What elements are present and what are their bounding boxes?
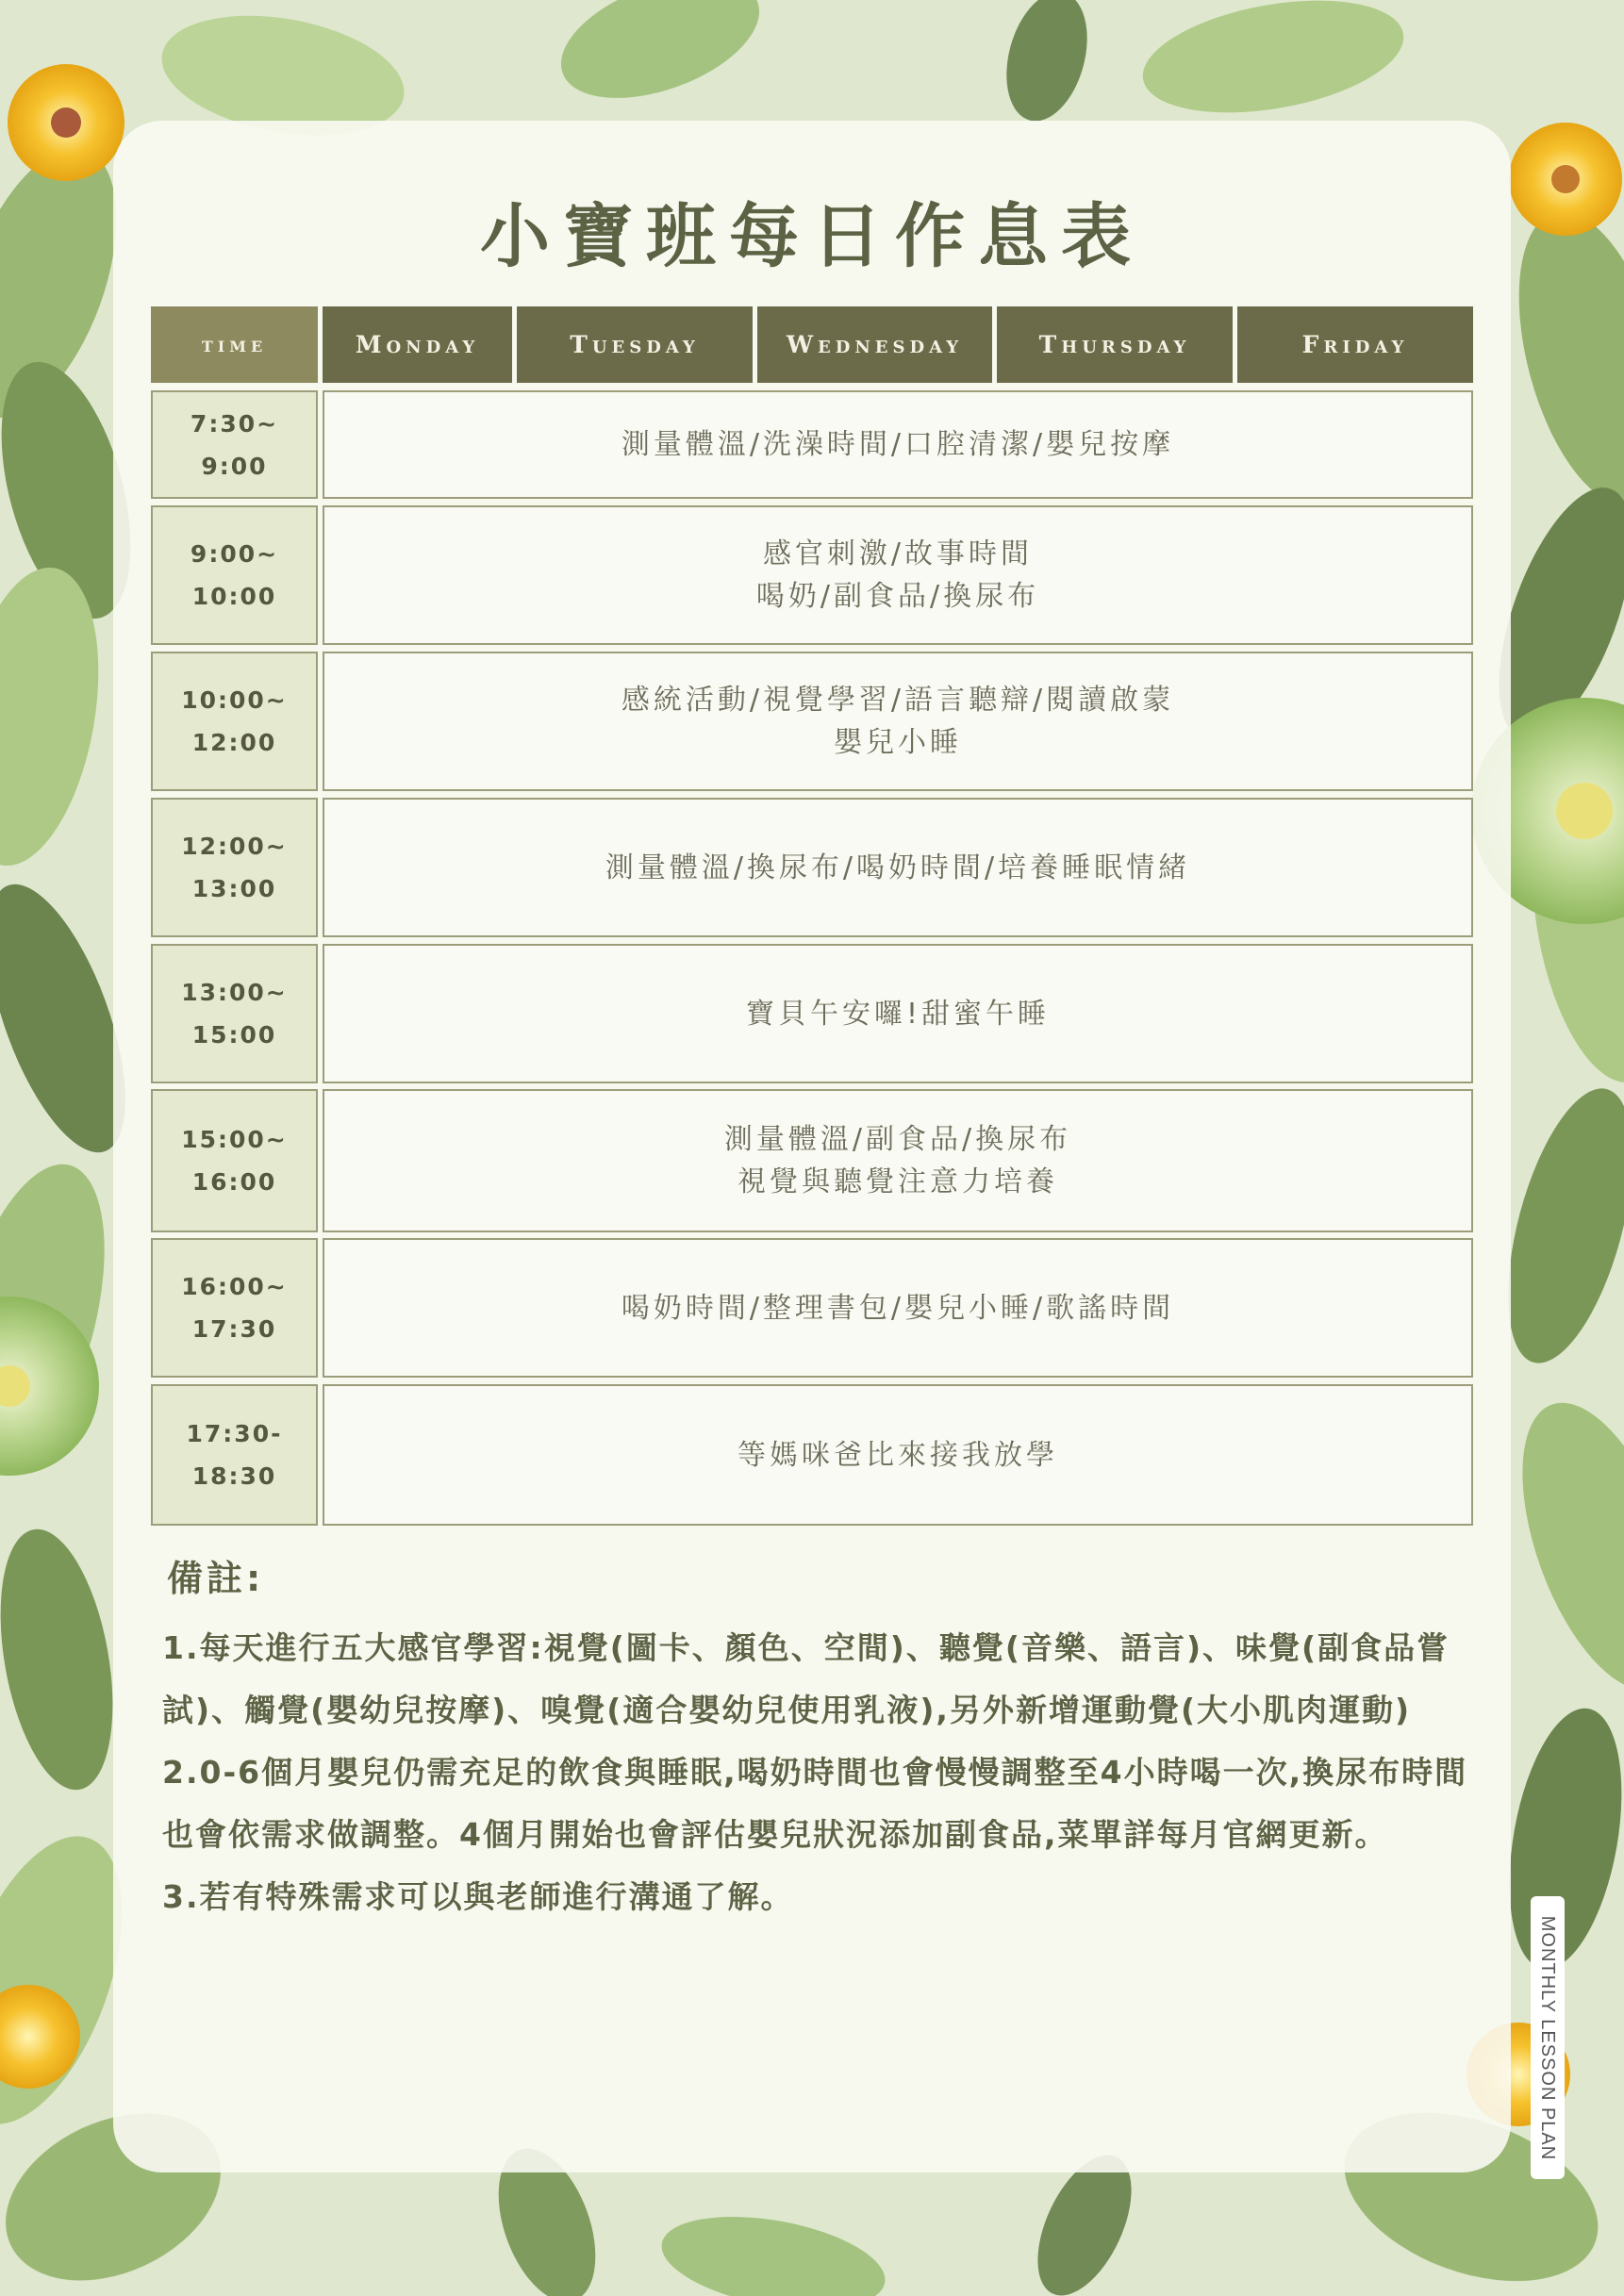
time-cell: 15:00~ 16:00 bbox=[151, 1089, 318, 1232]
activity-cell: 測量體溫/副食品/換尿布 視覺與聽覺注意力培養 bbox=[323, 1089, 1473, 1232]
activity-cell: 測量體溫/換尿布/喝奶時間/培養睡眠情緒 bbox=[323, 798, 1473, 937]
header-friday: Friday bbox=[1237, 306, 1473, 383]
header-tuesday: Tuesday bbox=[517, 306, 753, 383]
activity-cell: 測量體溫/洗澡時間/口腔清潔/嬰兒按摩 bbox=[323, 390, 1473, 499]
activity-cell: 感官刺激/故事時間 喝奶/副食品/換尿布 bbox=[323, 505, 1473, 645]
side-label: MONTHLY LESSON PLAN bbox=[1537, 1915, 1559, 2160]
time-cell: 10:00~ 12:00 bbox=[151, 652, 318, 791]
time-cell: 13:00~ 15:00 bbox=[151, 944, 318, 1083]
activity-cell: 感統活動/視覺學習/語言聽辯/閱讀啟蒙 嬰兒小睡 bbox=[323, 652, 1473, 791]
activity-cell: 寶貝午安囉!甜蜜午睡 bbox=[323, 944, 1473, 1083]
note-item: 1.每天進行五大感官學習:視覺(圖卡、顏色、空間)、聽覺(音樂、語言)、味覺(副食品嘗試)、觸覺(嬰幼兒按摩)、嗅覺(適合嬰幼兒使用乳液),另外新增運動覺(大小肌肉運動) bbox=[162, 1629, 1450, 1728]
notes-list bbox=[162, 1617, 1473, 1928]
header-time: time bbox=[151, 306, 318, 383]
activity-cell: 等媽咪爸比來接我放學 bbox=[323, 1384, 1473, 1526]
header-monday: Monday bbox=[323, 306, 512, 383]
time-cell: 16:00~ 17:30 bbox=[151, 1238, 318, 1378]
activity-cell: 喝奶時間/整理書包/嬰兒小睡/歌謠時間 bbox=[323, 1238, 1473, 1378]
time-cell: 7:30~ 9:00 bbox=[151, 390, 318, 499]
side-label-tab bbox=[1531, 1896, 1565, 2179]
time-cell: 12:00~ 13:00 bbox=[151, 798, 318, 937]
note-item: 3.若有特殊需求可以與老師進行溝通了解。 bbox=[162, 1878, 794, 1915]
header-thursday: Thursday bbox=[997, 306, 1233, 383]
time-cell: 17:30- 18:30 bbox=[151, 1384, 318, 1526]
page-title: 小寶班每日作息表 bbox=[480, 196, 1144, 277]
header-wednesday: Wednesday bbox=[757, 306, 992, 383]
note-item: 2.0-6個月嬰兒仍需充足的飲食與睡眠,喝奶時間也會慢慢調整至4小時喝一次,換尿布時間也會依需求做調整。4個月開始也會評估嬰兒狀況添加副食品,菜單詳每月官網更新。 bbox=[162, 1754, 1468, 1853]
time-cell: 9:00~ 10:00 bbox=[151, 505, 318, 645]
notes-heading: 備註: bbox=[167, 1558, 265, 1599]
